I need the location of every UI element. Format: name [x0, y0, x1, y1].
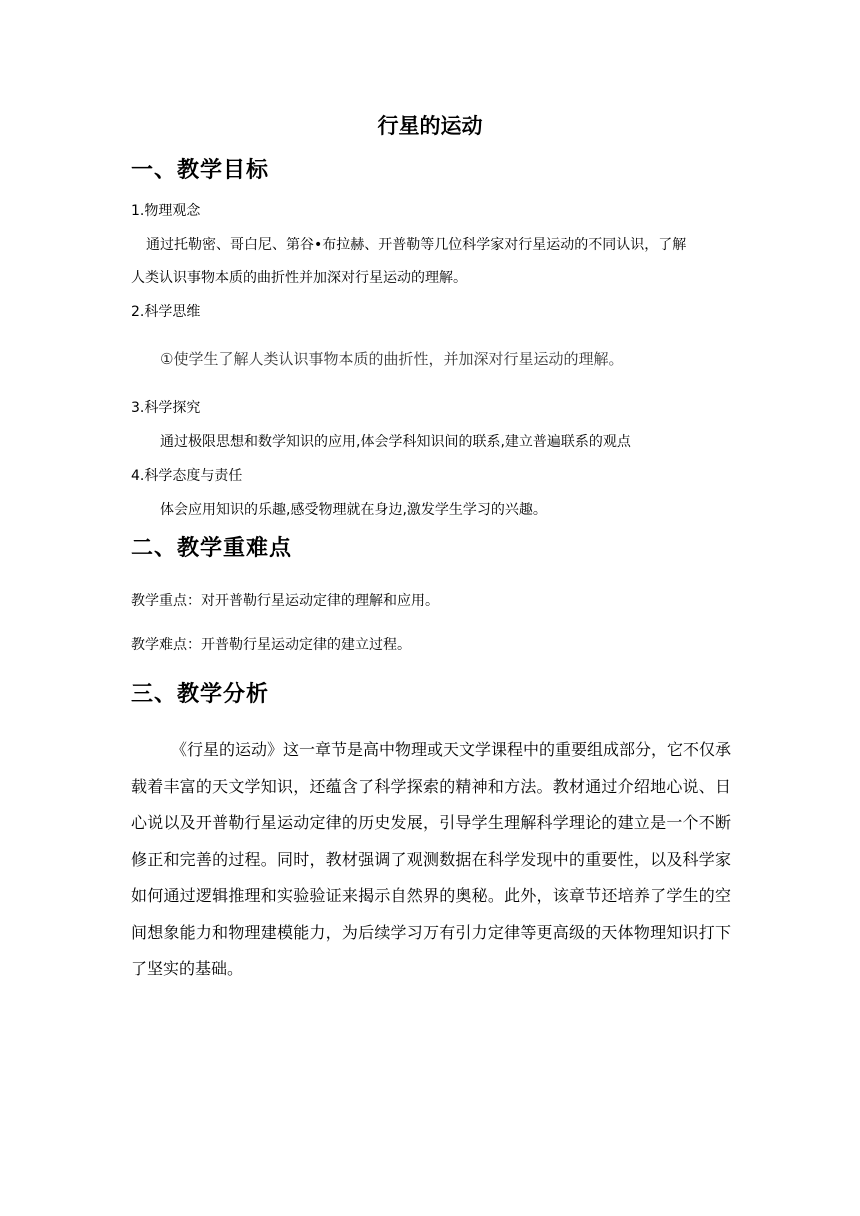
key-point-text: 教学重点：对开普勒行星运动定律的理解和应用。 — [131, 593, 439, 609]
objective-label-scientific-inquiry: 3.科学探究 — [131, 400, 201, 416]
objective-text-line: 人类认识事物本质的曲折性并加深对行星运动的理解。 — [131, 270, 467, 286]
objective-text-line: 通过极限思想和数学知识的应用,体会学科知识间的联系,建立普遍联系的观点 — [160, 434, 631, 450]
section-heading-objectives: 一、教学目标 — [131, 158, 270, 183]
analysis-paragraph-text: 《行星的运动》这一章节是高中物理或天文学课程中的重要组成部分，它不仅承载着丰富的天文学知识，还蕴含了科学探索的精神和方法。教材通过介绍地心说、日心说以及开普勒行星运动定律的历史发展，引导学生理解科学理论的建立是一个不断修正和完善的过程。同时，教材强调了观测数据在科学发现中的重要性，以及科学家如何通过逻辑推理和实验验证来揭示自然界的奥秘。此外，该章节还培养了学生的空间想象能力和物理建模能力，为后续学习万有引力定律等更高级的天体物理知识打下了坚实的基础。 — [131, 740, 732, 978]
objective-text-line: 通过托勒密、哥白尼、第谷•布拉赫、开普勒等几位科学家对行星运动的不同认识，了解 — [146, 237, 687, 253]
section-heading-analysis: 三、教学分析 — [131, 682, 270, 707]
objective-text-line: 体会应用知识的乐趣,感受物理就在身边,激发学生学习的兴趣。 — [160, 502, 547, 518]
objective-label-attitude: 4.科学态度与责任 — [131, 468, 243, 484]
objective-text-line: ①使学生了解人类认识事物本质的曲折性，并加深对行星运动的理解。 — [160, 350, 624, 368]
page-title: 行星的运动 — [377, 114, 483, 138]
analysis-paragraph — [131, 732, 731, 988]
objective-label-scientific-thinking: 2.科学思维 — [131, 304, 201, 320]
objective-label-physics-concept: 1.物理观念 — [131, 203, 201, 219]
difficult-point-text: 教学难点：开普勒行星运动定律的建立过程。 — [131, 637, 411, 653]
section-heading-key-points: 二、教学重难点 — [131, 536, 293, 561]
